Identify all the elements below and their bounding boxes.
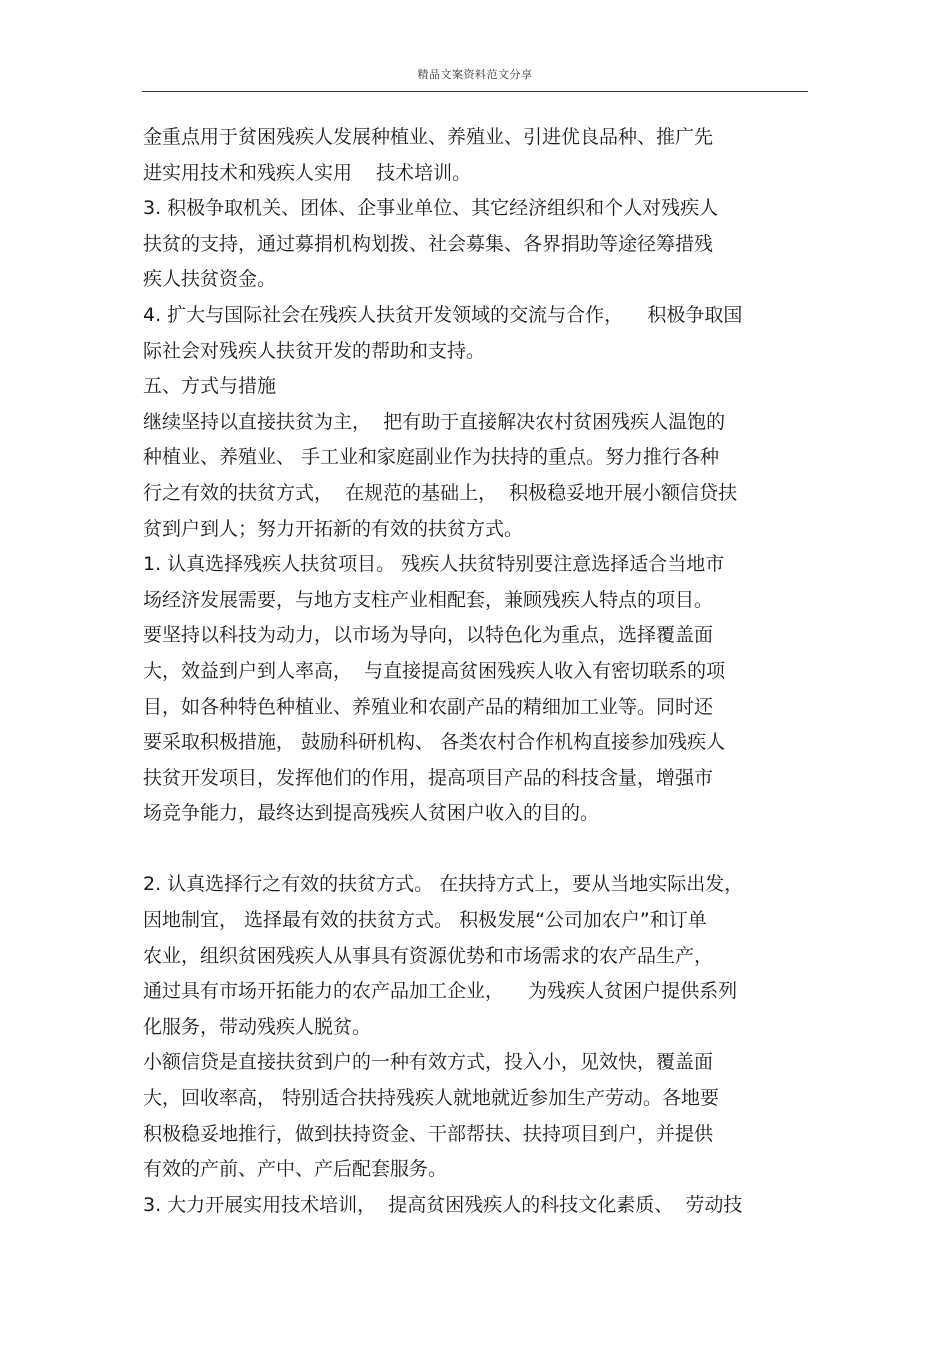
text-line: 疾人扶贫资金。 [143,268,277,291]
text-line: 因地制宜， 选择最有效的扶贫方式。 积极发展“公司加农户”和订单 [143,909,707,932]
text-line: 扶贫的支持，通过募捐机构划拨、社会募集、各界捐助等途径筹措残 [143,232,714,255]
text-line: 种植业、养殖业、 手工业和家庭副业作为扶持的重点。努力推行各种 [143,446,720,469]
blank-line [143,832,823,868]
text-line: 有效的产前、产中、产后配套服务。 [143,1158,448,1181]
text-line: 行之有效的扶贫方式， 在规范的基础上， 积极稳妥地开展小额信贷扶 [143,481,738,504]
text-line: 场经济发展需要，与地方支柱产业相配套，兼顾残疾人特点的项目。 [143,588,714,611]
text-line: 1. 认真选择残疾人扶贫项目。 残疾人扶贫特别要注意选择适合当地市 [143,553,725,576]
text-line: 贫到户到人；努力开拓新的有效的扶贫方式。 [143,517,524,540]
text-line: 金重点用于贫困残疾人发展种植业、养殖业、引进优良品种、推广先 [143,126,714,148]
text-line: 要坚持以科技为动力，以市场为导向，以特色化为重点，选择覆盖面 [143,624,714,647]
text-line: 继续坚持以直接扶贫为主， 把有助于直接解决农村贫困残疾人温饱的 [143,410,726,433]
text-line: 积极稳妥地推行，做到扶持资金、干部帮扶、扶持项目到户，并提供 [143,1122,714,1145]
text-line: 小额信贷是直接扶贫到户的一种有效方式，投入小，见效快，覆盖面 [143,1051,714,1074]
text-line: 2. 认真选择行之有效的扶贫方式。 在扶持方式上，要从当地实际出发， [143,873,744,896]
text-line: 3. 积极争取机关、团体、企事业单位、其它经济组织和个人对残疾人 [143,197,719,220]
text-line: 场竞争能力，最终达到提高残疾人贫困户收入的目的。 [143,802,600,825]
text-line: 进实用技术和残疾人实用 技术培训。 [143,161,472,184]
document-body [143,120,823,1223]
text-line: 扶贫开发项目，发挥他们的作用，提高项目产品的科技含量，增强市 [143,766,714,789]
text-line: 化服务，带动残疾人脱贫。 [143,1015,372,1038]
text-line: 3. 大力开展实用技术培训， 提高贫困残疾人的科技文化素质、 劳动技 [143,1193,743,1216]
text-line: 要采取积极措施， 鼓励科研机构、 各类农村合作机构直接参加残疾人 [143,731,726,754]
text-line: 大，效益到户到人率高， 与直接提高贫困残疾人收入有密切联系的项 [143,659,726,682]
text-line: 农业，组织贫困残疾人从事具有资源优势和市场需求的农产品生产， [143,944,714,967]
text-line: 4. 扩大与国际社会在残疾人扶贫开发领域的交流与合作， 积极争取国 [143,303,743,326]
text-line: 通过具有市场开拓能力的农产品加工企业， 为残疾人贫困户提供系列 [143,980,738,1003]
section-heading: 五、方式与措施 [143,375,277,398]
page-header: 精品文案资料范文分享 [417,68,533,81]
text-line: 目，如各种特色种植业、养殖业和农副产品的精细加工业等。同时还 [143,695,714,718]
text-line: 际社会对残疾人扶贫开发的帮助和支持。 [143,339,486,362]
header-divider [142,91,808,92]
text-line: 大，回收率高， 特别适合扶持残疾人就地就近参加生产劳动。各地要 [143,1087,720,1110]
